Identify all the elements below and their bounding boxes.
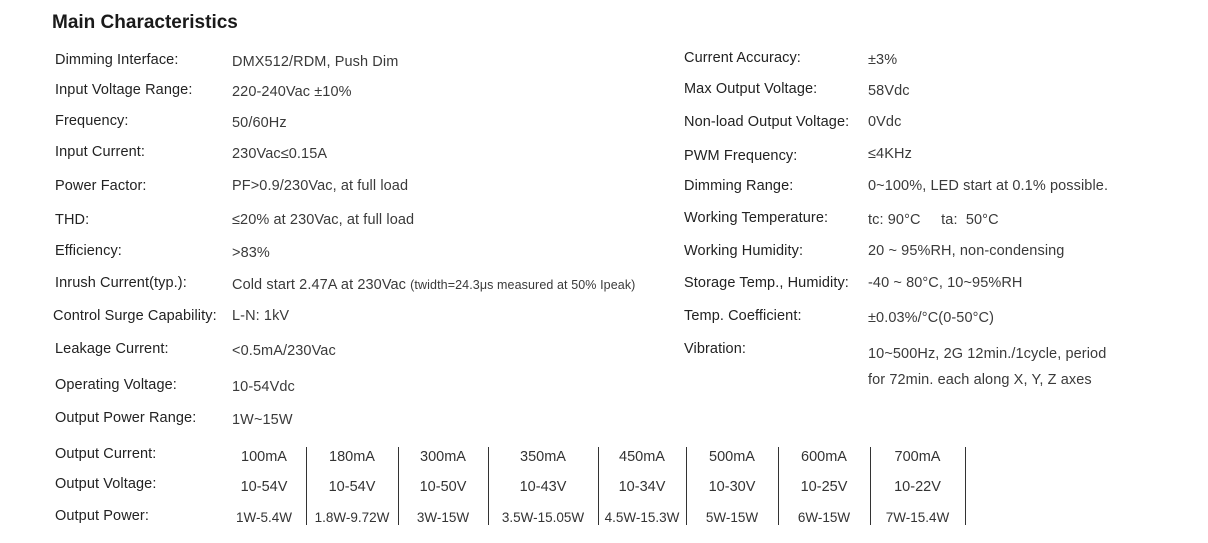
- output-power-cell: 3W-15W: [416, 510, 470, 525]
- inrush-label: Inrush Current(typ.):: [55, 275, 187, 291]
- output-voltage-cell: 10-54V: [328, 479, 376, 495]
- current-accuracy-value: ±3%: [868, 52, 898, 68]
- output-power-cell: 7W-15.4W: [885, 510, 950, 525]
- output-voltage-cell: 10-43V: [519, 479, 567, 495]
- dimming-range-value: 0~100%, LED start at 0.1% possible.: [868, 178, 1109, 194]
- working-temperature-value: tc: 90°C ta: 50°C: [868, 212, 999, 228]
- current-accuracy-label: Current Accuracy:: [684, 50, 801, 66]
- surge-value: L-N: 1kV: [232, 308, 290, 324]
- output-current-cell: 180mA: [329, 449, 375, 465]
- output-current-cell: 350mA: [520, 449, 566, 465]
- output-power-range-label: Output Power Range:: [55, 410, 197, 426]
- output-voltage-cell: 10-34V: [618, 479, 666, 495]
- leakage-value: <0.5mA/230Vac: [232, 343, 336, 359]
- section-title: Main Characteristics: [52, 12, 238, 33]
- table-divider: [598, 447, 599, 525]
- output-current-label: Output Current:: [55, 446, 157, 462]
- efficiency-label: Efficiency:: [55, 243, 122, 259]
- output-current-cell: 300mA: [420, 449, 466, 465]
- input-voltage-label: Input Voltage Range:: [55, 82, 193, 98]
- surge-label: Control Surge Capability:: [53, 308, 217, 324]
- table-divider: [965, 447, 966, 525]
- output-current-cell: 100mA: [241, 449, 287, 465]
- dimming-range-label: Dimming Range:: [684, 178, 794, 194]
- output-current-cell: 500mA: [709, 449, 755, 465]
- nonload-voltage-label: Non-load Output Voltage:: [684, 114, 850, 130]
- dimming-interface-label: Dimming Interface:: [55, 52, 179, 68]
- max-output-voltage-label: Max Output Voltage:: [684, 81, 818, 97]
- input-current-value: 230Vac≤0.15A: [232, 146, 328, 162]
- pwm-frequency-value: ≤4KHz: [868, 146, 912, 162]
- power-factor-label: Power Factor:: [55, 178, 147, 194]
- power-factor-value: PF>0.9/230Vac, at full load: [232, 178, 409, 194]
- output-voltage-cell: 10-50V: [419, 479, 467, 495]
- output-power-cell: 1W-5.4W: [235, 510, 292, 525]
- output-voltage-label: Output Voltage:: [55, 476, 157, 492]
- output-voltage-cell: 10-22V: [894, 479, 941, 495]
- inrush-value: [232, 277, 635, 293]
- output-power-label: Output Power:: [55, 508, 149, 524]
- thd-label: THD:: [55, 212, 90, 228]
- storage-value: -40 ~ 80°C, 10~95%RH: [868, 275, 1023, 291]
- output-power-range-value: 1W~15W: [232, 412, 293, 428]
- working-humidity-value: 20 ~ 95%RH, non-condensing: [868, 243, 1065, 259]
- output-power-cell: 3.5W-15.05W: [501, 510, 585, 525]
- table-divider: [870, 447, 871, 525]
- inrush-value-note: (twidth=24.3μs measured at 50% Ipeak): [410, 278, 636, 292]
- output-voltage-cell: 10-25V: [800, 479, 848, 495]
- output-voltage-cell: 10-54V: [240, 479, 288, 495]
- output-power-cell: 4.5W-15.3W: [604, 510, 680, 525]
- operating-voltage-label: Operating Voltage:: [55, 377, 177, 393]
- pwm-frequency-label: PWM Frequency:: [684, 148, 798, 164]
- temp-coefficient-value: ±0.03%/°C(0-50°C): [868, 310, 995, 326]
- output-power-cell: 6W-15W: [797, 510, 851, 525]
- table-divider: [306, 447, 307, 525]
- output-voltage-cell: 10-30V: [708, 479, 756, 495]
- input-voltage-value: 220-240Vac ±10%: [232, 84, 352, 100]
- table-divider: [686, 447, 687, 525]
- working-humidity-label: Working Humidity:: [684, 243, 804, 259]
- operating-voltage-value: 10-54Vdc: [232, 379, 295, 395]
- efficiency-value: >83%: [232, 245, 270, 261]
- frequency-label: Frequency:: [55, 113, 129, 129]
- storage-label: Storage Temp., Humidity:: [684, 275, 849, 291]
- output-power-cell: 5W-15W: [705, 510, 759, 525]
- nonload-voltage-value: 0Vdc: [868, 114, 902, 130]
- vibration-value-line2: for 72min. each along X, Y, Z axes: [868, 372, 1092, 388]
- output-current-cell: 450mA: [619, 449, 665, 465]
- input-current-label: Input Current:: [55, 144, 146, 160]
- vibration-value-line1: 10~500Hz, 2G 12min./1cycle, period: [868, 346, 1107, 362]
- inrush-value-main: Cold start 2.47A at 230Vac: [232, 277, 407, 293]
- leakage-label: Leakage Current:: [55, 341, 169, 357]
- temp-coefficient-label: Temp. Coefficient:: [684, 308, 802, 324]
- thd-value: ≤20% at 230Vac, at full load: [232, 212, 415, 228]
- frequency-value: 50/60Hz: [232, 115, 287, 131]
- working-temperature-label: Working Temperature:: [684, 210, 829, 226]
- output-current-cell: 600mA: [801, 449, 847, 465]
- table-divider: [398, 447, 399, 525]
- output-current-cell: 700mA: [894, 449, 941, 465]
- output-power-cell: 1.8W-9.72W: [314, 510, 390, 525]
- max-output-voltage-value: 58Vdc: [868, 83, 910, 99]
- dimming-interface-value: DMX512/RDM, Push Dim: [232, 54, 399, 70]
- table-divider: [488, 447, 489, 525]
- table-divider: [778, 447, 779, 525]
- vibration-label: Vibration:: [684, 341, 746, 357]
